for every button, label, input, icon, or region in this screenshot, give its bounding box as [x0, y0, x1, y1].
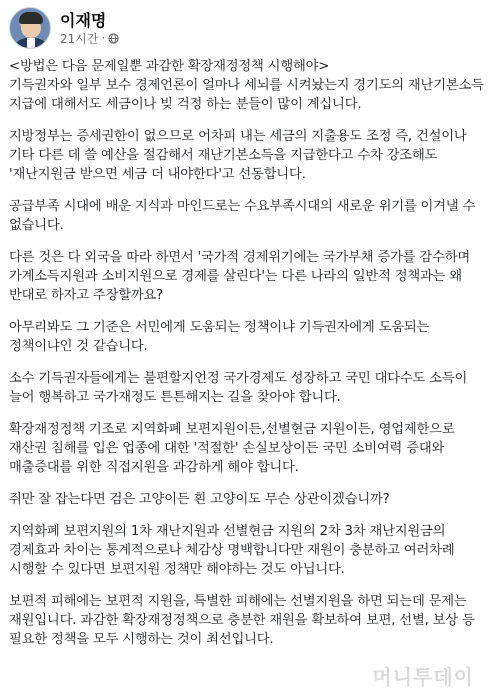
- post-paragraph: 지역화폐 보편지원의 1차 재난지원과 선별현금 지원의 2차 3차 재난지원금의 경제효과 차이는 통계적으로나 체감상 명백합니다만 재원이 충분하고 여러차례 시행할 수 있다면 보편지원 정책만 해야하는 것도 아닙니다.: [9, 524, 455, 577]
- post-paragraph: 공급부족 시대에 배운 지식과 마인드로는 수요부족시대의 새로운 위기를 이겨낼 수 없습니다.: [9, 199, 476, 233]
- post-paragraph: <방법은 다음 문제일뿐 과감한 확장재정정책 시행해야> 기득권자와 일부 보수 경제언론이 얼마나 세뇌를 시켜놨는지 경기도의 재난기본소득 지급에 대해서도 세금이나 빚 걱정 하는 분들이 많이 계십니다.: [9, 59, 484, 112]
- post-header: [9, 5, 489, 51]
- watermark: 머니투데이: [372, 665, 474, 689]
- post-meta: [60, 30, 119, 46]
- post-paragraph: 확장재정정책 기조로 지역화폐 보편지원이든,선별현금 지원이든, 영업제한으로 재산권 침해를 입은 업종에 대한 '적절한' 손실보상이든 국민 소비여력 증대와 매출증대를 위한 직접지원을 과감하게 해야 합니다.: [9, 422, 455, 475]
- post-paragraph: 지방정부는 증세권한이 없으므로 어차피 내는 세금의 지출용도 조정 즉, 건설이나 기타 다른 데 쓸 예산을 절감해서 재난기본소득을 지급한다고 수차 강조해도 '재난지원금 받으면 세금 더 내야한다'고 선동합니다.: [9, 129, 467, 182]
- post-paragraph: 쥐만 잘 잡는다면 검은 고양이든 흰 고양이도 무슨 상관이겠습니까?: [9, 492, 390, 507]
- author-avatar[interactable]: [9, 7, 51, 49]
- post-timestamp[interactable]: 21시간: [60, 31, 99, 46]
- post-body: [9, 57, 487, 662]
- post-paragraph: 다른 것은 다 외국을 따라 하면서 '국가적 경제위기에는 국가부채 증가를 감수하며 가계소득지원과 소비지원으로 경제를 살린다'는 다른 나라의 일반적 정책과는 왜 반대로 하자고 주장할까요?: [9, 250, 470, 303]
- globe-icon[interactable]: [108, 33, 119, 44]
- post-paragraph: 소수 기득권자들에게는 불편할지언정 국가경제도 성장하고 국민 대다수도 소득이 늘어 행복하고 국가재정도 튼튼해지는 길을 찾아야 합니다.: [9, 371, 468, 405]
- author-name[interactable]: 이재명: [60, 11, 107, 30]
- meta-separator: ·: [101, 31, 106, 45]
- post-paragraph: 보편적 피해에는 보편적 지원을, 특별한 피해에는 선별지원을 하면 되는데 문제는 재원입니다. 과감한 확장재정정책으로 충분한 재원을 확보하여 보편, 선별, 보상 등 필요한 정책을 모두 시행하는 것이 최선입니다.: [9, 594, 475, 647]
- post-paragraph: 아무리봐도 그 기준은 서민에게 도움되는 정책이냐 기득권자에게 도움되는 정책이냐인 것 같습니다.: [9, 320, 430, 354]
